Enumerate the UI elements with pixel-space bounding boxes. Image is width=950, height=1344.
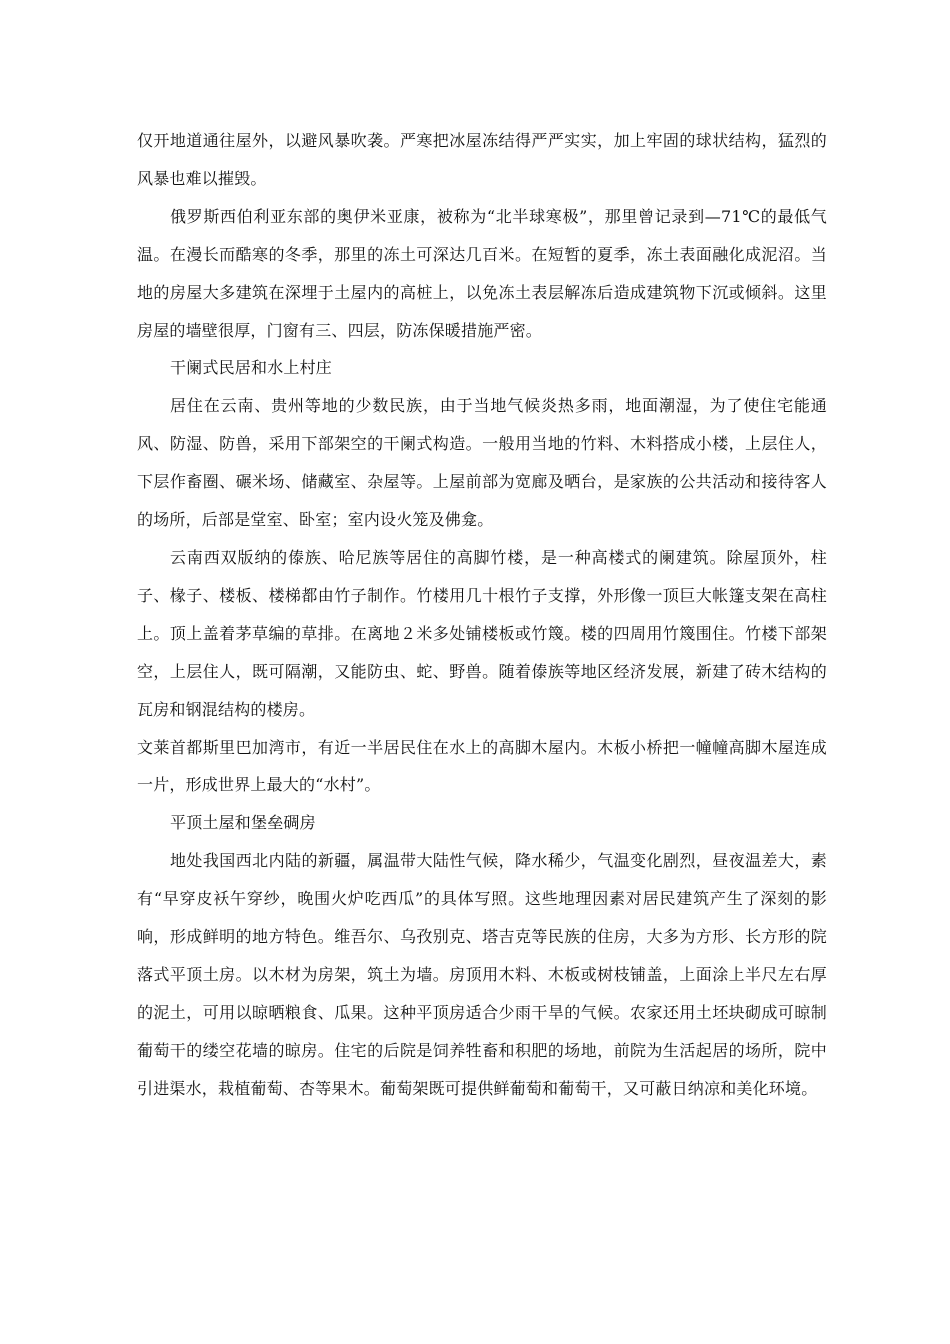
paragraph-brunei-water-village: 文莱首都斯里巴加湾市，有近一半居民住在水上的高脚木屋内。木板小桥把一幢幢高脚木屋连成一片，形成世界上最大的“水村”。 [137,737,827,795]
section-heading-stilt-houses: 干阑式民居和水上村庄 [170,358,333,378]
document-body [137,122,827,1108]
paragraph-xinjiang-flat-roof-houses: 地处我国西北内陆的新疆，属温带大陆性气候，降水稀少，气温变化剧烈，昼夜温差大，素有“早穿皮袄午穿纱，晚围火炉吃西瓜”的具体写照。这些地理因素对居民建筑产生了深刻的影响，形成鲜明的地方特色。维吾尔、乌孜别克、塔吉克等民族的住房，大多为方形、长方形的院落式平顶土房。以木材为房架，筑土为墙。房顶用木料、木板或树枝铺盖，上面涂上半尺左右厚的泥土，可用以晾晒粮食、瓜果。这种平顶房适合少雨干旱的气候。农家还用土坯块砌成可晾制葡萄干的缕空花墙的晾房。住宅的后院是饲养牲畜和积肥的场地，前院为生活起居的场所，院中引进渠水，栽植葡萄、杏等果木。葡萄架既可提供鲜葡萄和葡萄干，又可蔽日纳凉和美化环境。 [137,851,827,1098]
paragraph-yunnan-guizhou-stilt-houses: 居住在云南、贵州等地的少数民族，由于当地气候炎热多雨，地面潮湿，为了使住宅能通风、防湿、防兽，采用下部架空的干阑式构造。一般用当地的竹料、木料搭成小楼，上层住人，下层作畜圈、碾米场、储藏室、杂屋等。上屋前部为宽廊及晒台，是家族的公共活动和接待客人的场所，后部是堂室、卧室；室内设火笼及佛龛。 [137,396,827,530]
section-heading-flat-roof-houses: 平顶土屋和堡垒碉房 [170,813,316,833]
paragraph-oymyakon: 俄罗斯西伯利亚东部的奥伊米亚康，被称为“北半球寒极”，那里曾记录到—71℃的最低气温。在漫长而酷寒的冬季，那里的冻土可深达几百米。在短暂的夏季，冻土表面融化成泥沼。当地的房屋大多建筑在深埋于土屋内的高桩上，以免冻土表层解冻后造成建筑物下沉或倾斜。这里房屋的墙壁很厚，门窗有三、四层，防冻保暖措施严密。 [137,206,827,340]
paragraph-xishuangbanna-bamboo-houses: 云南西双版纳的傣族、哈尼族等居住的高脚竹楼，是一种高楼式的阑建筑。除屋顶外，柱子、椽子、楼板、楼梯都由竹子制作。竹楼用几十根竹子支撑，外形像一顶巨大帐篷支架在高柱上。顶上盖着茅草编的草排。在离地２米多处铺楼板或竹篾。楼的四周用竹篾围住。竹楼下部架空，上层住人，既可隔潮，又能防虫、蛇、野兽。随着傣族等地区经济发展，新建了砖木结构的瓦房和钢混结构的楼房。 [137,547,827,719]
paragraph-ice-house-continuation: 仅开地道通往屋外，以避风暴吹袭。严寒把冰屋冻结得严严实实，加上牢固的球状结构，猛烈的风暴也难以摧毁。 [137,131,827,188]
